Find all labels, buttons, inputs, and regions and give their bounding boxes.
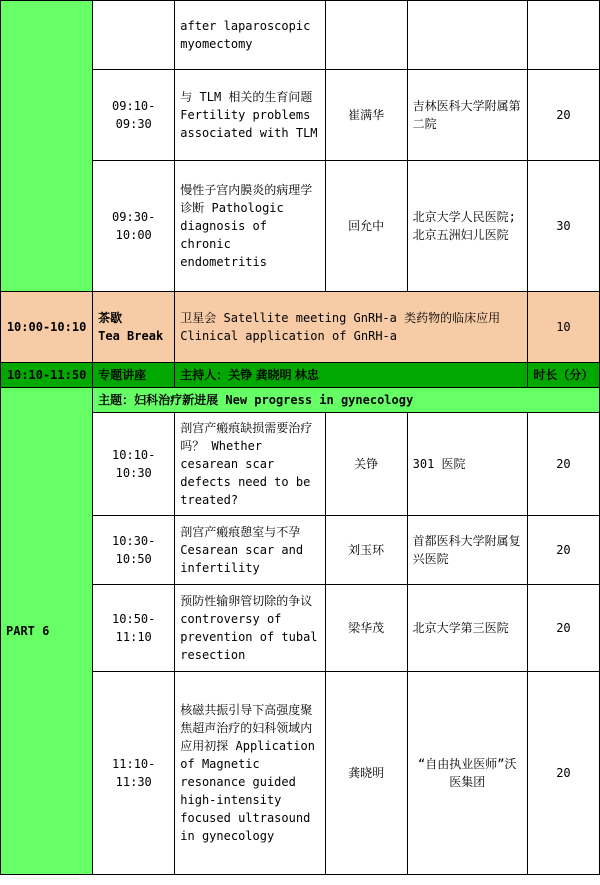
- row-org: “自由执业医师”沃医集团: [407, 672, 527, 875]
- row-speaker: 崔满华: [325, 70, 407, 161]
- table-row: [1, 1, 600, 70]
- row-speaker: 回允中: [325, 161, 407, 292]
- section-duration-label: 时长（分）: [527, 363, 599, 388]
- row-topic: 剖宫产瘢痕憩室与不孕 Cesarean scar and infertility: [175, 516, 325, 585]
- row-duration: 20: [527, 672, 599, 875]
- section-chairs: 主持人：关铮 龚晓明 林忠: [175, 363, 528, 388]
- row-org: 北京大学人民医院;北京五洲妇儿医院: [407, 161, 527, 292]
- part-label-cell: [1, 388, 93, 875]
- row-speaker: 关铮: [325, 413, 407, 516]
- row-duration: [527, 1, 599, 70]
- row-topic: 核磁共振引导下高强度聚焦超声治疗的妇科领域内应用初探 Application of Magnetic resonance guided high-intensity focused ultrasound in gynecology: [175, 672, 325, 875]
- row-time: 10:30-10:50: [93, 516, 175, 585]
- section-header-row: [1, 363, 600, 388]
- tea-break-time: 10:00-10:10: [1, 292, 93, 363]
- row-org: 首都医科大学附属复兴医院: [407, 516, 527, 585]
- row-speaker: [325, 1, 407, 70]
- row-speaker: 刘玉环: [325, 516, 407, 585]
- tea-break-duration: 10: [527, 292, 599, 363]
- row-time: 10:10-10:30: [93, 413, 175, 516]
- row-speaker: 梁华茂: [325, 585, 407, 672]
- row-time: 09:30-10:00: [93, 161, 175, 292]
- row-topic: after laparoscopic myomectomy: [175, 1, 325, 70]
- row-topic: 预防性输卵管切除的争议 controversy of prevention of tubal resection: [175, 585, 325, 672]
- row-org: 北京大学第三医院: [407, 585, 527, 672]
- satellite-meeting-text: 卫星会 Satellite meeting GnRH-a 类药物的临床应用 Clinical application of GnRH-a: [175, 292, 528, 363]
- row-topic: 慢性子宫内膜炎的病理学诊断 Pathologic diagnosis of chronic endometritis: [175, 161, 325, 292]
- subject-banner: 主题：妇科治疗新进展 New progress in gynecology: [93, 388, 600, 413]
- row-duration: 20: [527, 413, 599, 516]
- row-time: 10:50-11:10: [93, 585, 175, 672]
- part-label: PART 6: [6, 624, 50, 638]
- section-time: 10:10-11:50: [1, 363, 93, 388]
- section-title: 专题讲座: [93, 363, 175, 388]
- row-org: [407, 1, 527, 70]
- row-duration: 20: [527, 516, 599, 585]
- tea-break-label: [93, 292, 175, 363]
- subject-banner-row: [1, 388, 600, 413]
- part-column-green: [1, 1, 93, 292]
- tea-break-label-cn: 茶歇: [98, 311, 123, 325]
- row-time: 11:10-11:30: [93, 672, 175, 875]
- row-org: 301 医院: [407, 413, 527, 516]
- row-duration: 20: [527, 585, 599, 672]
- row-duration: 30: [527, 161, 599, 292]
- row-topic: 剖宫产瘢痕缺损需要治疗吗？ Whether cesarean scar defects need to be treated?: [175, 413, 325, 516]
- tea-break-row: [1, 292, 600, 363]
- row-org: 吉林医科大学附属第二院: [407, 70, 527, 161]
- tea-break-label-en: Tea Break: [98, 329, 164, 343]
- row-speaker: 龚晓明: [325, 672, 407, 875]
- row-time: 09:10-09:30: [93, 70, 175, 161]
- row-time: [93, 1, 175, 70]
- row-duration: 20: [527, 70, 599, 161]
- row-topic: 与 TLM 相关的生育问题 Fertility problems associated with TLM: [175, 70, 325, 161]
